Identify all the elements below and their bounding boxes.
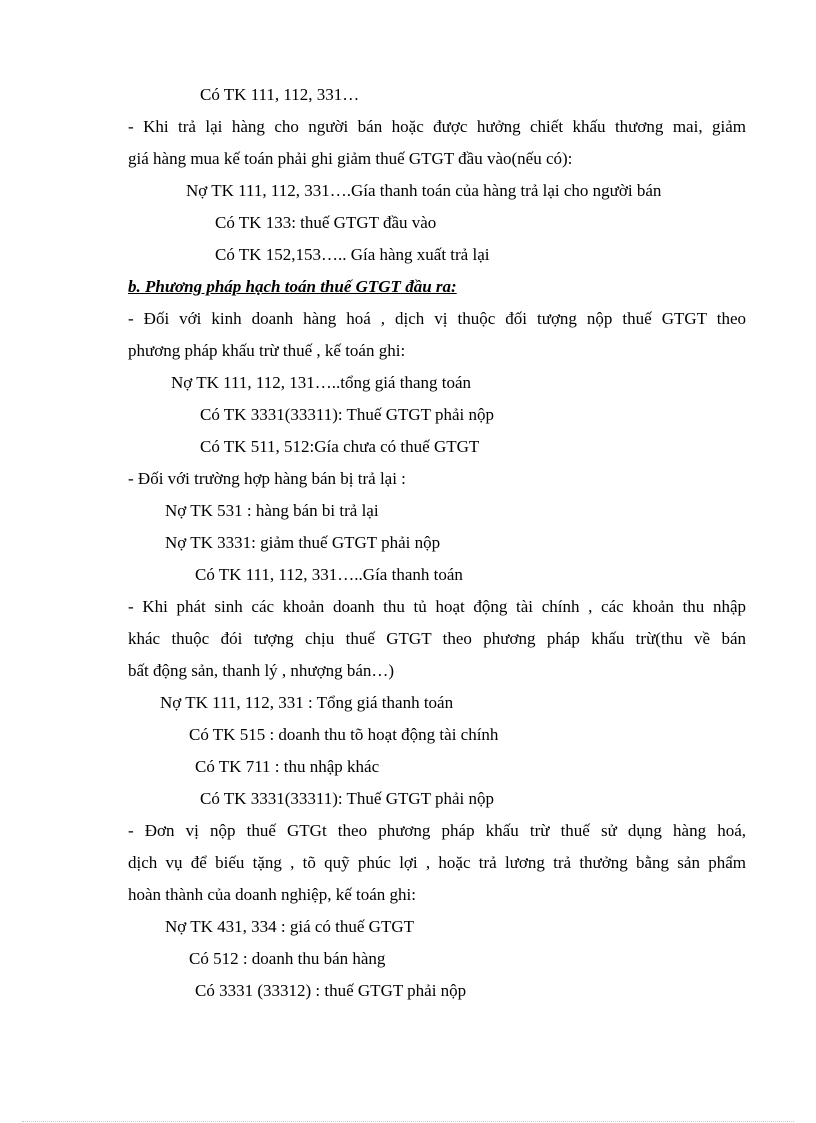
entry-credit-line: Có TK 515 : doanh thu tõ hoạt động tài chính [189,725,499,744]
entry-debit-line: Nợ TK 431, 334 : giá có thuế GTGT [165,917,414,936]
paragraph-line: khác thuộc đói tượng chịu thuế GTGT theo phương pháp khấu trừ(thu về bán [128,629,746,648]
section-heading: b. Phương pháp hạch toán thuế GTGT đầu ra: [128,277,457,296]
entry-credit-line: Có TK 133: thuế GTGT đầu vào [215,213,437,232]
paragraph-line: dịch vụ để biếu tặng , tõ quỹ phúc lợi , hoặc trả lương trả thưởng bằng sản phẩm [128,853,746,872]
entry-debit-line: Nợ TK 3331: giảm thuế GTGT phải nộp [165,533,441,552]
paragraph-line: phương pháp khấu trừ thuế , kế toán ghi: [128,341,406,360]
entry-credit-line: Có TK 111, 112, 331…..Gía thanh toán [195,565,463,584]
paragraph-line: - Khi phát sinh các khoản doanh thu tủ hoạt động tài chính , các khoản thu nhập [128,597,746,616]
page-bottom-divider [22,1121,794,1122]
entry-credit-line: Có TK 3331(33311): Thuế GTGT phải nộp [200,405,495,424]
entry-credit-line: Có TK 152,153….. Gía hàng xuất trả lại [215,245,490,264]
entry-debit-line: Nợ TK 531 : hàng bán bi trả lại [165,501,379,520]
entry-credit-line: Có TK 111, 112, 331… [200,85,360,104]
paragraph-line: - Khi trả lại hàng cho người bán hoặc được hưởng chiết khấu thương mai, giảm [128,117,746,136]
paragraph-line: - Đối với kinh doanh hàng hoá , dịch vị thuộc đối tượng nộp thuế GTGT theo [128,309,746,328]
paragraph-line: - Đơn vị nộp thuế GTGt theo phương pháp khấu trừ thuế sử dụng hàng hoá, [128,821,746,840]
entry-debit-line: Nợ TK 111, 112, 331….Gía thanh toán của hàng trả lại cho người bán [186,181,662,200]
entry-credit-line: Có 3331 (33312) : thuế GTGT phải nộp [195,981,467,1000]
paragraph-line: bất động sản, thanh lý , nhượng bán…) [128,661,395,680]
entry-credit-line: Có TK 711 : thu nhập khác [195,757,380,776]
entry-credit-line: Có 512 : doanh thu bán hàng [189,949,386,968]
entry-debit-line: Nợ TK 111, 112, 331 : Tổng giá thanh toán [160,693,454,712]
entry-credit-line: Có TK 3331(33311): Thuế GTGT phải nộp [200,789,495,808]
paragraph-line: giá hàng mua kế toán phải ghi giảm thuế GTGT đầu vào(nếu có): [128,149,573,168]
entry-debit-line: Nợ TK 111, 112, 131…..tổng giá thang toán [171,373,472,392]
paragraph-line: hoàn thành của doanh nghiệp, kế toán ghi: [128,885,416,904]
paragraph-line: - Đối với trường hợp hàng bán bị trả lại : [128,469,406,488]
entry-credit-line: Có TK 511, 512:Gía chưa có thuế GTGT [200,437,480,456]
